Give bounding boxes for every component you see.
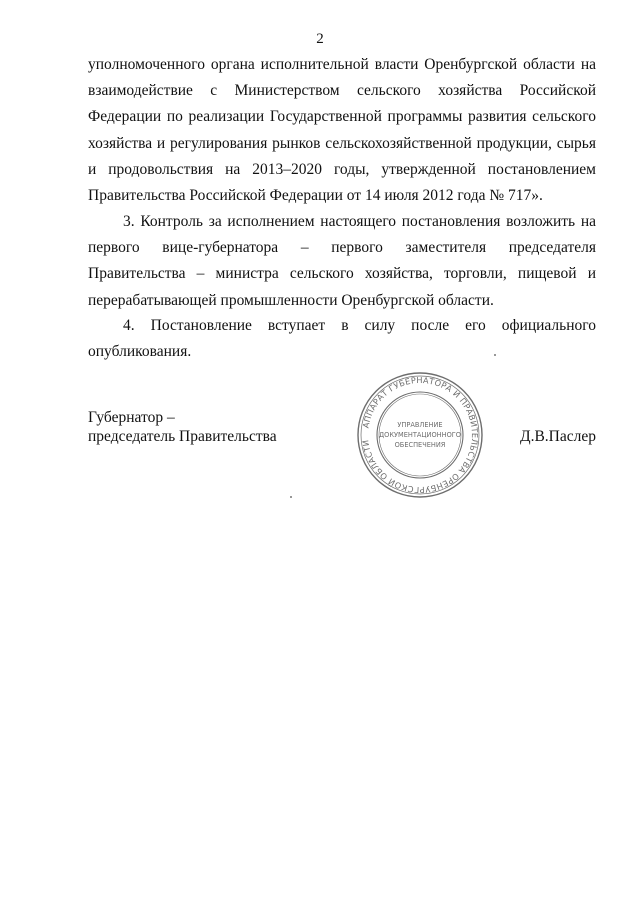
text-line: взаимодействие с Министерством сельского хозяйства Российской bbox=[88, 82, 596, 100]
paragraph-item-4 bbox=[88, 313, 596, 365]
paragraph-continuation bbox=[88, 52, 596, 209]
text-line: Федерации по реализации Государственной программы развития сельского bbox=[88, 108, 596, 126]
signatory-position bbox=[88, 408, 277, 446]
text-line: Правительства Российской Федерации от 14 июля 2012 года № 717». bbox=[88, 186, 543, 204]
text-line: 4. Постановление вступает в силу после его официального bbox=[123, 317, 596, 334]
signatory-name: Д.В.Паслер bbox=[520, 428, 596, 445]
text-line: 3. Контроль за исполнением настоящего постановления возложить на bbox=[123, 213, 596, 230]
paragraph-item-3 bbox=[88, 209, 596, 314]
text-line: первого вице-губернатора – первого заместителя председателя bbox=[88, 239, 596, 257]
seal-inner-text: ОБЕСПЕЧЕНИЯ bbox=[394, 441, 446, 449]
text-line: хозяйства и регулирования рынков сельскохозяйственной продукции, сырья bbox=[88, 134, 596, 152]
text-line: опубликования. bbox=[88, 343, 192, 361]
signatory-position-line: председатель Правительства bbox=[88, 428, 277, 445]
signatory-position-line: Губернатор – bbox=[88, 409, 175, 426]
page-number: 2 bbox=[316, 31, 324, 47]
text-line: и продовольствия на 2013–2020 годы, утвержденной постановлением bbox=[88, 160, 596, 178]
seal-inner-text: ДОКУМЕНТАЦИОННОГО bbox=[379, 431, 461, 439]
scan-speck bbox=[290, 496, 292, 498]
seal-inner-text: УПРАВЛЕНИЕ bbox=[397, 421, 443, 429]
text-line: уполномоченного органа исполнительной власти Оренбургской области на bbox=[88, 56, 596, 73]
official-seal-stamp bbox=[355, 370, 485, 500]
scan-speck bbox=[494, 354, 496, 356]
seal-outer-text: АППАРАТ ГУБЕРНАТОРА И ПРАВИТЕЛЬСТВА ОРЕНБУРГСКОЙ ОБЛАСТИ bbox=[360, 374, 481, 496]
text-line: перерабатывающей промышленности Оренбургской области. bbox=[88, 291, 494, 309]
text-line: Правительства – министра сельского хозяйства, торговли, пищевой и bbox=[88, 265, 596, 283]
